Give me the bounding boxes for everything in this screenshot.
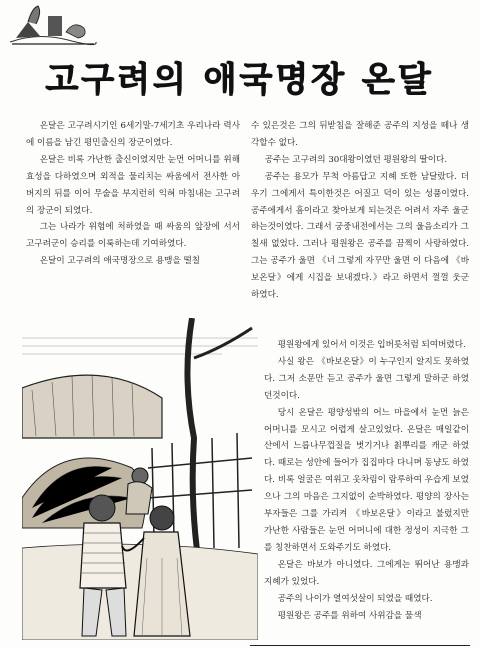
footer-rule: [250, 645, 470, 646]
page-title: 고구려의 애국명장 온달: [45, 60, 434, 100]
paragraph: 수 있은것은 그의 뒤받침을 잘해준 공주의 지성을 떼나 생각할수 없다.: [251, 121, 469, 148]
paragraph: 온달이 고구려의 애국명장으로 용맹을 떨칠: [39, 256, 201, 267]
paragraph: 평원왕에게 있어서 이것은 입버릇처럼 되여버렸다.: [277, 340, 466, 350]
paragraph: 온달은 바보가 아니였다. 그에게는 뛰어난 용맹과 지혜가 있었다.: [264, 559, 469, 587]
paragraph: 공주는 고구려의 30대왕이였던 평원왕의 딸이다.: [264, 154, 448, 165]
right-column-bottom: [264, 337, 469, 624]
paragraph: 온달은 고구려시기인 6세기말-7세기초 우리나라 력사에 이름을 남긴 평민출신의 장군이였다.: [26, 121, 240, 148]
vignette-illustration: [8, 2, 98, 46]
paragraph: 평원왕은 공주를 위하여 사위감을 물색: [277, 610, 422, 621]
paragraph: 온달은 비록 가난한 출신이였지만 눈먼 어머니를 위해 효성을 다하였으며 외적을 물리치는 싸움에서 전사한 아버지의 뒤를 이어 무술을 부지런히 익혀 마침내는 고구려의 장군이 되였다.: [26, 154, 240, 216]
paragraph: 당시 온달은 평양성밖의 어느 마을에서 눈먼 늙은 어머니를 모시고 어렵게 살고있었다. 온달은 매일같이 산에서 느릅나무껍질을 벗기거나 칡뿌리를 캐군 하였다. 때로는 성안에 들어가 집집마다 다니며 동냥도 하였다. 비록 얼굴은 여위고 옷차림이 람루하여 우습게 보였으나 그의 마음은 그지없이 순박하였다. 평양의 장사는 부자들은 그를 가리켜 《바보온달》이라고 불렀지만 가난한 사람들은 눈먼 어머니에 대한 정성이 지극한 그를 칭찬하면서 도와주기도 하였다.: [264, 407, 469, 553]
story-illustration: [22, 318, 258, 640]
paragraph: 사실 왕은 《바보온달》이 누구인지 알지도 못하였다. 그저 소문만 듣고 공주가 울면 그렇게 말하군 하였던것이다.: [264, 356, 469, 401]
paragraph: 그는 나라가 위험에 처하였을 때 싸움의 앞장에 서서 고구려군이 승리를 이룩하는데 기여하였다.: [26, 222, 240, 250]
right-column-top: [251, 118, 469, 304]
left-column: [26, 118, 240, 270]
paragraph: 공주는 용모가 무척 아름답고 지혜 또한 남달랐다. 더우기 그에게서 특이한것은 어질고 덕이 있는 성품이였다. 공주에게서 흠이라고 찾아보게 되는것은 어려서 자주 울군 하는것이였다. 그래서 궁중내전에서는 그의 울음소리가 그칠새 없었다. 그러나 평원왕은 공주를 끔찍이 사랑하였다. 그는 공주가 울면 《너 그렇게 자꾸만 울면 이 다음에 《바보온달》에게 시집을 보내겠다.》라고 하면서 껄껄 웃군 하였다.: [251, 171, 469, 301]
paragraph: 공주의 나이가 열여섯살이 되였을 때였다.: [277, 593, 433, 604]
